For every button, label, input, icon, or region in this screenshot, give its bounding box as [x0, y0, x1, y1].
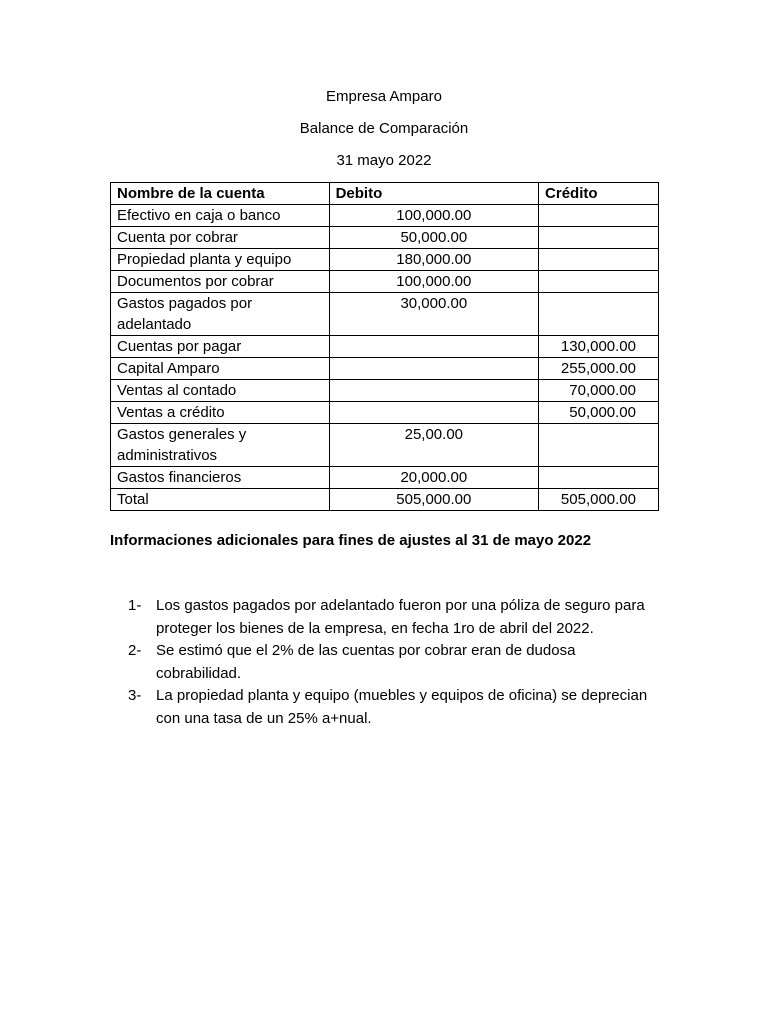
list-item-number: 1-: [128, 597, 142, 614]
credit-value: 50,000.00: [539, 402, 659, 424]
table-row: [111, 271, 659, 293]
account-name: Ventas al contado: [111, 380, 330, 402]
credit-value: [539, 271, 659, 293]
table-row: [111, 227, 659, 249]
debit-value: 25,00.00: [329, 424, 538, 467]
total-row: [111, 489, 659, 511]
list-item: [128, 685, 648, 730]
account-name: Cuentas por pagar: [111, 336, 330, 358]
debit-value: 20,000.00: [329, 467, 538, 489]
table-row: [111, 249, 659, 271]
debit-value: 100,000.00: [329, 205, 538, 227]
table-row: [111, 336, 659, 358]
account-name: Ventas a crédito: [111, 402, 330, 424]
list-item: [128, 595, 648, 640]
document-title: Balance de Comparación: [299, 120, 469, 137]
account-name: Capital Amparo: [111, 358, 330, 380]
table-row: [111, 402, 659, 424]
column-header-debit: Debito: [329, 183, 538, 205]
credit-value: [539, 293, 659, 336]
debit-value: 180,000.00: [329, 249, 538, 271]
list-item-number: 3-: [128, 687, 142, 704]
credit-value: 255,000.00: [539, 358, 659, 380]
debit-value: 100,000.00: [329, 271, 538, 293]
credit-total: 505,000.00: [539, 489, 659, 511]
credit-value: 70,000.00: [539, 380, 659, 402]
account-name: Cuenta por cobrar: [111, 227, 330, 249]
debit-value: 30,000.00: [329, 293, 538, 336]
debit-value: [329, 380, 538, 402]
account-name: Documentos por cobrar: [111, 271, 330, 293]
account-name: Total: [111, 489, 330, 511]
table-row: [111, 380, 659, 402]
debit-value: [329, 402, 538, 424]
company-name: Empresa Amparo: [326, 88, 442, 105]
list-item-text: Los gastos pagados por adelantado fueron por una póliza de seguro para proteger los bienes de la empresa, en fecha 1ro de abril del 2022.: [156, 597, 645, 637]
credit-value: [539, 227, 659, 249]
account-name: Gastos financieros: [111, 467, 330, 489]
additional-info-heading: Informaciones adicionales para fines de ajustes al 31 de mayo 2022: [110, 532, 592, 549]
list-item-text: La propiedad planta y equipo (muebles y equipos de oficina) se deprecian con una tasa de un 25% a+nual.: [156, 687, 648, 727]
debit-total: 505,000.00: [329, 489, 538, 511]
table-row: [111, 424, 659, 467]
adjustments-list: [128, 595, 648, 730]
debit-value: [329, 358, 538, 380]
account-name: Gastos generales y administrativos: [111, 424, 330, 467]
table-row: [111, 467, 659, 489]
table-row: [111, 358, 659, 380]
debit-value: [329, 336, 538, 358]
table-header-row: [111, 183, 659, 205]
table-row: [111, 293, 659, 336]
column-header-account: Nombre de la cuenta: [111, 183, 330, 205]
credit-value: [539, 424, 659, 467]
list-item-text: Se estimó que el 2% de las cuentas por cobrar eran de dudosa cobrabilidad.: [156, 642, 576, 682]
column-header-credit: Crédito: [539, 183, 659, 205]
list-item: [128, 640, 648, 685]
table-row: [111, 205, 659, 227]
credit-value: 130,000.00: [539, 336, 659, 358]
document-date: 31 mayo 2022: [336, 152, 432, 169]
trial-balance-table: [110, 182, 659, 511]
account-name: Efectivo en caja o banco: [111, 205, 330, 227]
account-name: Gastos pagados por adelantado: [111, 293, 330, 336]
debit-value: 50,000.00: [329, 227, 538, 249]
credit-value: [539, 205, 659, 227]
account-name: Propiedad planta y equipo: [111, 249, 330, 271]
credit-value: [539, 467, 659, 489]
list-item-number: 2-: [128, 642, 142, 659]
credit-value: [539, 249, 659, 271]
